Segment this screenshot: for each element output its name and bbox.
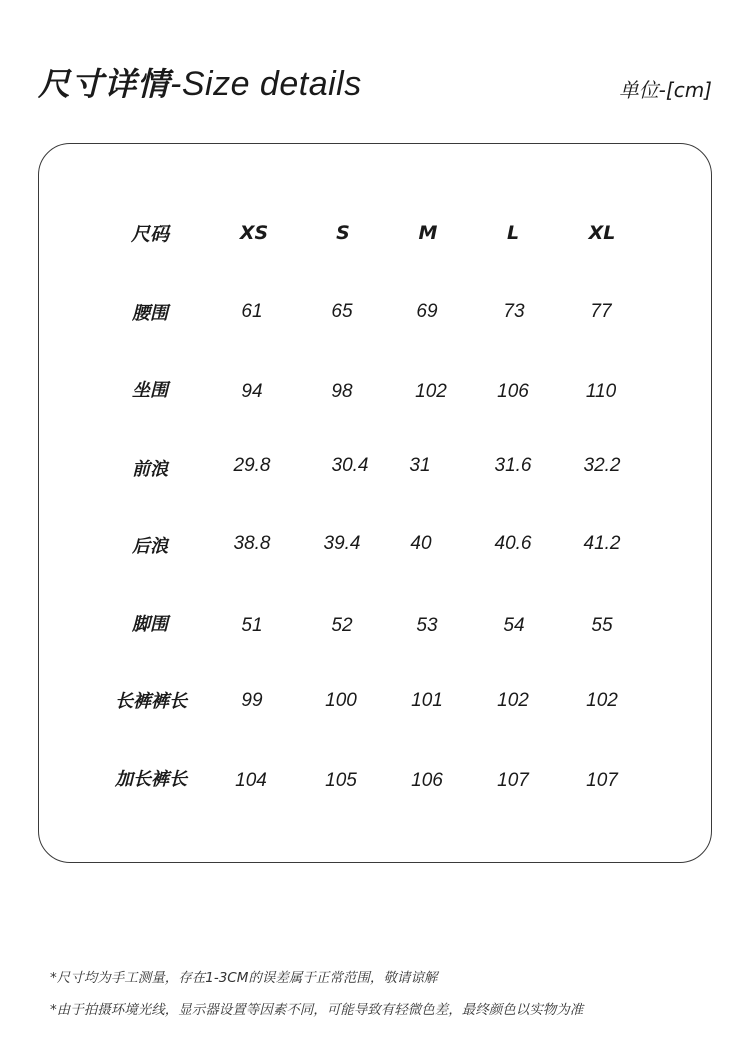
table-cell: 100 (325, 690, 357, 711)
row-label-long-pants-length: 加长裤长 (115, 769, 187, 790)
header-size-l: L (506, 222, 520, 244)
row-label-pants-length: 长裤裤长 (115, 691, 187, 712)
table-cell: 101 (411, 690, 443, 711)
footnote-color: *由于拍摄环境光线，显示器设置等因素不同，可能导致有轻微色差，最终颜色以实物为准 (50, 1002, 584, 1018)
row-label-back-rise: 后浪 (132, 536, 168, 557)
table-cell: 32.2 (583, 455, 621, 476)
table-cell: 31 (409, 455, 431, 476)
footnotes (50, 962, 583, 1026)
row-label-hem: 脚围 (132, 614, 168, 635)
table-cell: 39.4 (323, 533, 361, 554)
header-size-xs: XS (239, 222, 269, 244)
table-cell: 104 (235, 770, 267, 791)
table-cell: 61 (241, 301, 263, 322)
footnote-measurement: *尺寸均为手工测量，存在1-3CM的误差属于正常范围，敬请谅解 (50, 970, 438, 986)
table-cell: 69 (416, 301, 438, 322)
page-title-cn: 尺寸详情 (38, 65, 171, 103)
table-cell: 54 (503, 615, 525, 636)
table-cell: 106 (411, 770, 443, 791)
table-cell: 52 (331, 615, 353, 636)
table-cell: 98 (331, 381, 353, 402)
table-cell: 40.6 (494, 533, 532, 554)
table-cell: 107 (586, 770, 618, 791)
table-cell: 65 (331, 301, 353, 322)
table-cell: 55 (591, 615, 613, 636)
header-size-xl: XL (588, 222, 616, 244)
table-cell: 40 (410, 533, 432, 554)
table-cell: 110 (585, 381, 617, 402)
table-cell: 31.6 (494, 455, 532, 476)
table-cell: 107 (497, 770, 529, 791)
row-label-front-rise: 前浪 (132, 459, 168, 480)
table-cell: 77 (590, 301, 612, 322)
table-cell: 99 (241, 690, 263, 711)
page-title (38, 62, 362, 106)
table-cell: 53 (416, 615, 438, 636)
table-cell: 102 (497, 690, 529, 711)
table-cell: 102 (415, 381, 447, 402)
table-cell: 29.8 (233, 455, 271, 476)
table-cell: 106 (497, 381, 529, 402)
table-cell: 51 (241, 615, 263, 636)
page-title-en: -Size details (170, 65, 362, 103)
table-cell: 41.2 (583, 533, 621, 554)
row-label-waist: 腰围 (132, 303, 168, 324)
size-table (38, 143, 712, 863)
header-size-s: S (336, 222, 350, 244)
unit-label: 单位-[cm] (618, 78, 712, 102)
row-label-hip: 坐围 (132, 380, 168, 401)
table-cell: 102 (586, 690, 618, 711)
table-cell: 38.8 (233, 533, 271, 554)
header-size-label: 尺码 (130, 223, 170, 246)
table-cell: 73 (503, 301, 525, 322)
table-cell: 105 (325, 770, 357, 791)
table-cell: 94 (241, 381, 263, 402)
table-cell: 30.4 (331, 455, 369, 476)
header-size-m: M (418, 222, 438, 244)
